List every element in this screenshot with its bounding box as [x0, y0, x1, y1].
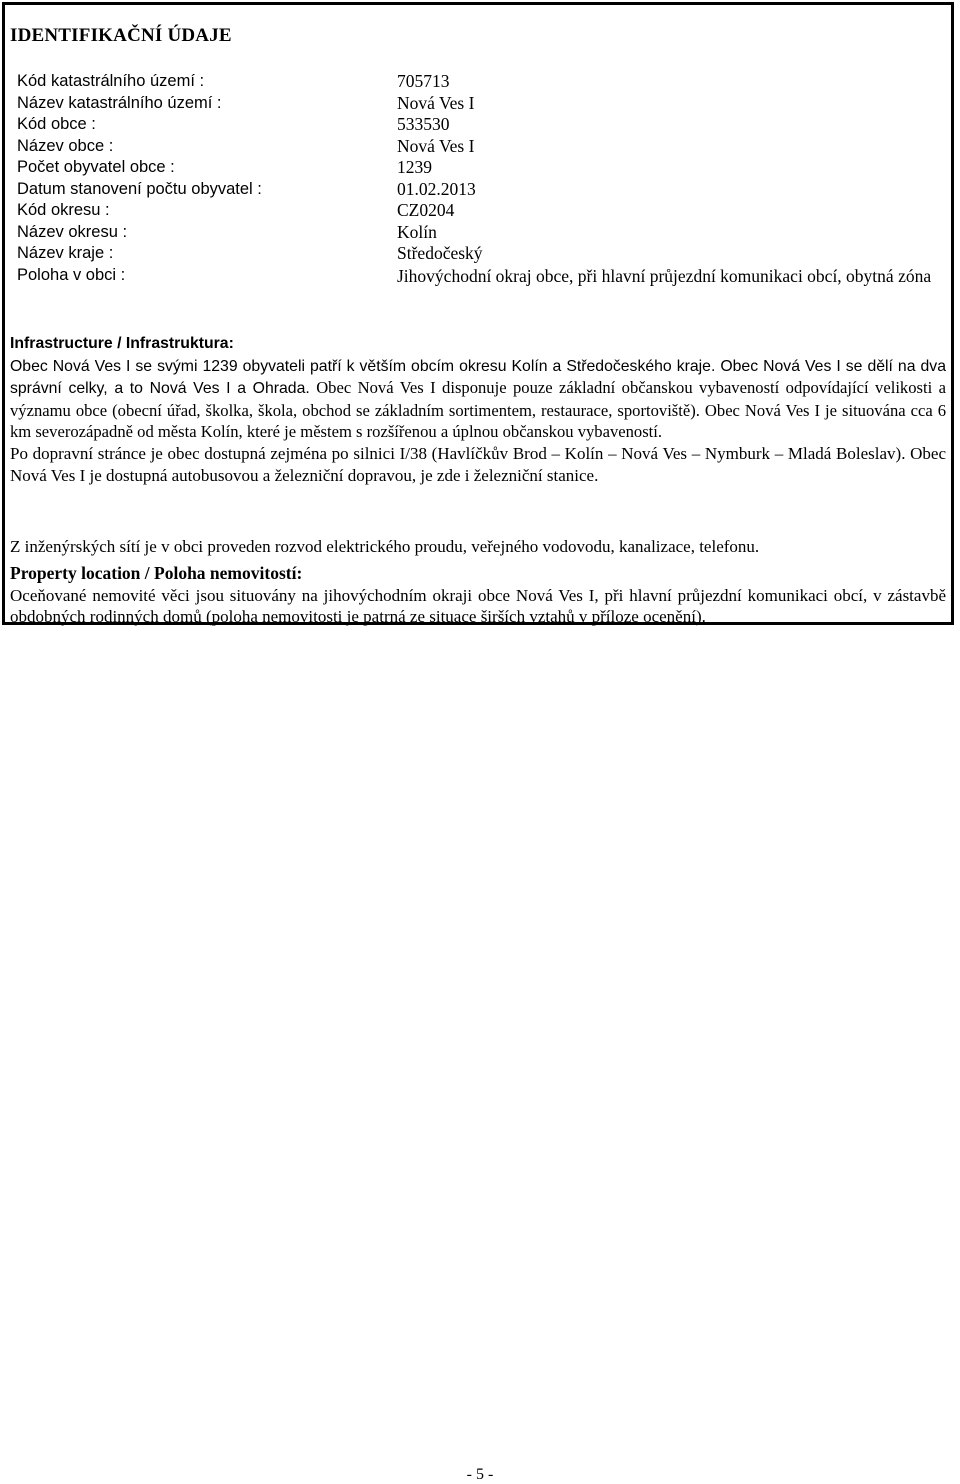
id-row-cadastral-code: [17, 71, 957, 93]
id-label: Název obce :: [17, 136, 114, 155]
id-row-municipality-name: [17, 136, 957, 158]
id-label: Název kraje :: [17, 244, 114, 262]
id-value: Jihovýchodní okraj obce, při hlavní průjezdní komunikaci obcí, obytná zóna: [397, 265, 932, 286]
id-label: Kód okresu :: [17, 201, 110, 219]
infrastructure-paragraph-1-intro: Obec Nová Ves I se svými 1239 obyvateli patří k větším obcím okresu Kolín a Středočeského kraje. Obec Nová Ves I se dělí na dva správní celky, a to Nová Ves I a Ohrada.: [10, 357, 946, 398]
id-label: Název katastrálního území :: [17, 93, 222, 112]
id-row-district-name: [17, 222, 957, 244]
id-label: Datum stanovení počtu obyvatel :: [17, 179, 262, 198]
id-label: Kód obce :: [17, 115, 96, 133]
id-row-region-name: [17, 243, 957, 265]
id-value: 533530: [397, 114, 450, 134]
id-row-municipality-code: [17, 114, 957, 136]
id-row-population-date: [17, 179, 957, 201]
id-label: Název okresu :: [17, 222, 128, 241]
id-label: Počet obyvatel obce :: [17, 158, 175, 176]
infrastructure-heading: Infrastructure / Infrastruktura:: [10, 335, 234, 352]
id-label: Kód katastrálního území :: [17, 72, 205, 90]
infrastructure-paragraph-1: [10, 355, 946, 443]
infrastructure-paragraph-2: Po dopravní stránce je obec dostupná zejména po silnici I/38 (Havlíčkův Brod – Kolín – Nová Ves – Nymburk – Mladá Boleslav). Obec Nová Ves I je dostupná autobusovou a železniční dopravou, je zde i železniční stanice.: [10, 443, 946, 485]
document-title: IDENTIFIKAČNÍ ÚDAJE: [10, 25, 232, 46]
property-location-section: [10, 563, 946, 628]
identification-table: [17, 71, 957, 287]
id-label: Poloha v obci :: [17, 265, 126, 284]
infrastructure-paragraph-1-body: Obec Nová Ves I disponuje pouze základní občanskou vybaveností odpovídající velikosti a významu obce (obecní úřad, školka, škola, obchod se základním sortimentem, restaurace, sportoviště). Obec Nová Ves I je situována cca 6 km severozápadně od města Kolín, které je městem s rozšířenou a úplnou občanskou vybaveností.: [10, 378, 946, 442]
id-value: 705713: [397, 71, 450, 91]
infrastructure-section: [10, 333, 946, 486]
property-location-heading: Property location / Poloha nemovitostí:: [10, 563, 303, 583]
id-value: CZ0204: [397, 200, 455, 220]
page-number: - 5 -: [466, 1466, 494, 1483]
id-value: Středočeský: [397, 243, 483, 263]
id-value: Nová Ves I: [397, 135, 475, 156]
id-row-location: [17, 265, 957, 287]
id-value: Nová Ves I: [397, 92, 475, 113]
id-value: 01.02.2013: [397, 178, 476, 199]
id-row-population: [17, 157, 957, 179]
property-location-paragraph: Oceňované nemovité věci jsou situovány na jihovýchodním okraji obce Nová Ves I, při hlavní průjezdní komunikaci obcí, v zástavbě obdobných rodinných domů (poloha nemovitosti je patrná ze situace širších vztahů v příloze ocenění).: [10, 585, 946, 627]
utilities-section: [10, 536, 946, 558]
id-row-cadastral-name: [17, 93, 957, 115]
id-row-district-code: [17, 200, 957, 222]
id-value: Kolín: [397, 221, 437, 242]
infrastructure-paragraph-3: Z inženýrských sítí je v obci proveden rozvod elektrického proudu, veřejného vodovodu, kanalizace, telefonu.: [10, 537, 760, 556]
id-value: 1239: [397, 157, 432, 177]
